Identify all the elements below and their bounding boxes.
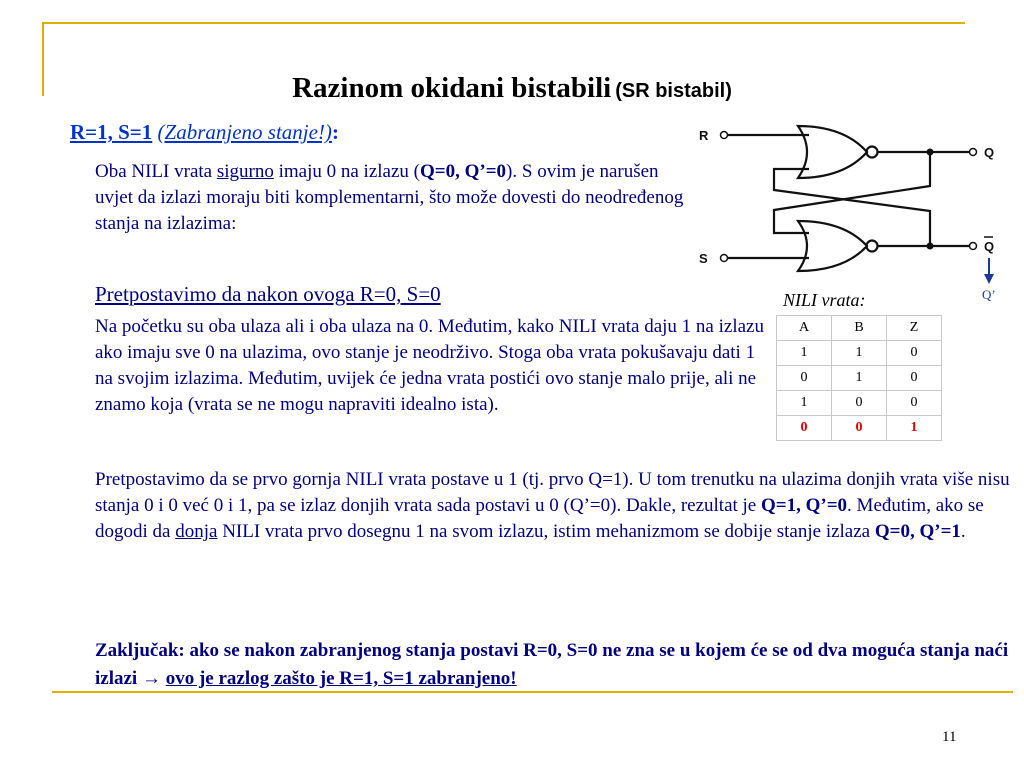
table-cell: 0 — [777, 416, 832, 441]
label-q: Q — [984, 145, 995, 160]
label-qbar: Q — [984, 239, 995, 254]
top-nor-gate — [798, 126, 867, 178]
table-cell: 1 — [832, 366, 887, 391]
terminal-q — [970, 149, 977, 156]
p3-e: Q=0, Q’=1 — [874, 521, 961, 542]
conclusion-underlined: ovo je razlog zašto je R=1, S=1 zabranjeno! — [165, 668, 517, 689]
terminal-r — [721, 132, 728, 139]
top-frame-line — [44, 22, 965, 24]
conclusion — [95, 637, 1013, 693]
label-r: R — [699, 128, 709, 143]
table-cell: 0 — [887, 341, 942, 366]
table-cell: 1 — [777, 341, 832, 366]
terminal-s — [721, 255, 728, 262]
sub-heading: Pretpostavimo da nakon ovoga R=0, S=0 — [95, 282, 441, 306]
p1-a: Oba NILI vrata — [95, 161, 217, 182]
p3-c: . Međutim, ako se dogodi da — [95, 495, 984, 542]
page-number: 11 — [942, 729, 957, 745]
paragraph-1 — [95, 159, 691, 237]
p1-sigurno: sigurno — [216, 161, 274, 182]
p3-d: NILI vrata prvo dosegnu 1 na svom izlazu, istim mehanizmom se dobije stanje izlaza — [217, 521, 875, 542]
p3-b: Q=1, Q’=0 — [761, 495, 848, 516]
section-heading — [70, 120, 339, 145]
junction-bottom — [927, 243, 934, 250]
p1-q: Q=0, Q’=0 — [420, 161, 507, 182]
table-cell: 1 — [777, 391, 832, 416]
p3-a: Pretpostavimo da se prvo gornja NILI vrata postave u 1 (tj. prvo Q=1). U tom trenutku na ulazima donjih vrata više nisu stanja 0 i 0 već 0 i 1, pa se izlaz donjih vrata sada postavi u 0 (Q’=0). Dakle, rezultat je — [95, 469, 1010, 516]
header-b: B — [832, 316, 887, 341]
heading-rs: R=1, S=1 — [70, 120, 153, 144]
conclusion-text: Zaključak: ako se nakon zabranjenog stanja postavi R=0, S=0 ne zna se u kojem će se od dva moguća stanja naći izlazi → — [95, 640, 1009, 689]
table-cell: 1 — [832, 341, 887, 366]
table-header-row — [777, 316, 942, 341]
table-cell: 1 — [887, 416, 942, 441]
table-row-highlighted — [777, 416, 942, 441]
label-s: S — [699, 251, 708, 266]
slide-title — [0, 72, 1024, 105]
qprime-arrow-icon — [984, 274, 994, 284]
nor-truth-table — [776, 315, 942, 441]
paragraph-2: Na početku su oba ulaza ali i oba ulaza na 0. Međutim, kako NILI vrata daju 1 na izlazu ako imaju sve 0 na ulazima, ovo stanje je neodrživo. Stoga oba vrata pokušavaju dati 1 na svojim izlazima. Međutim, uvijek će jedna vrata postići ovo stanje malo prije, ali ne znamo koja (vrata se ne mogu napraviti idealno ista). — [95, 316, 764, 415]
nor-table-caption: NILI vrata: — [783, 290, 866, 310]
title-sub: (SR bistabil) — [615, 80, 732, 102]
label-qprime: Q’ — [982, 287, 996, 302]
p1-b: imaju 0 na izlazu ( — [273, 161, 420, 182]
p1-c: ). S ovim je narušen uvjet da izlazi moraju biti komplementarni, što može dovesti do neodređenog stanja na izlazima: — [95, 161, 684, 234]
table-cell: 0 — [887, 391, 942, 416]
heading-colon: : — [331, 120, 339, 144]
terminal-qbar — [970, 243, 977, 250]
table-row — [777, 341, 942, 366]
title-main: Razinom okidani bistabili — [292, 72, 612, 104]
header-z: Z — [887, 316, 942, 341]
table-cell: 0 — [887, 366, 942, 391]
heading-forbidden: (Zabranjeno stanje!) — [157, 120, 332, 144]
p3-f: . — [960, 521, 966, 542]
table-cell: 0 — [832, 391, 887, 416]
header-a: A — [777, 316, 832, 341]
junction-top — [927, 149, 934, 156]
paragraph-3 — [95, 467, 1013, 545]
table-row — [777, 391, 942, 416]
table-row — [777, 366, 942, 391]
bottom-nor-gate — [798, 221, 867, 271]
table-cell: 0 — [832, 416, 887, 441]
p3-donja: donja — [175, 521, 218, 542]
table-cell: 0 — [777, 366, 832, 391]
sr-latch-diagram — [694, 118, 1014, 308]
